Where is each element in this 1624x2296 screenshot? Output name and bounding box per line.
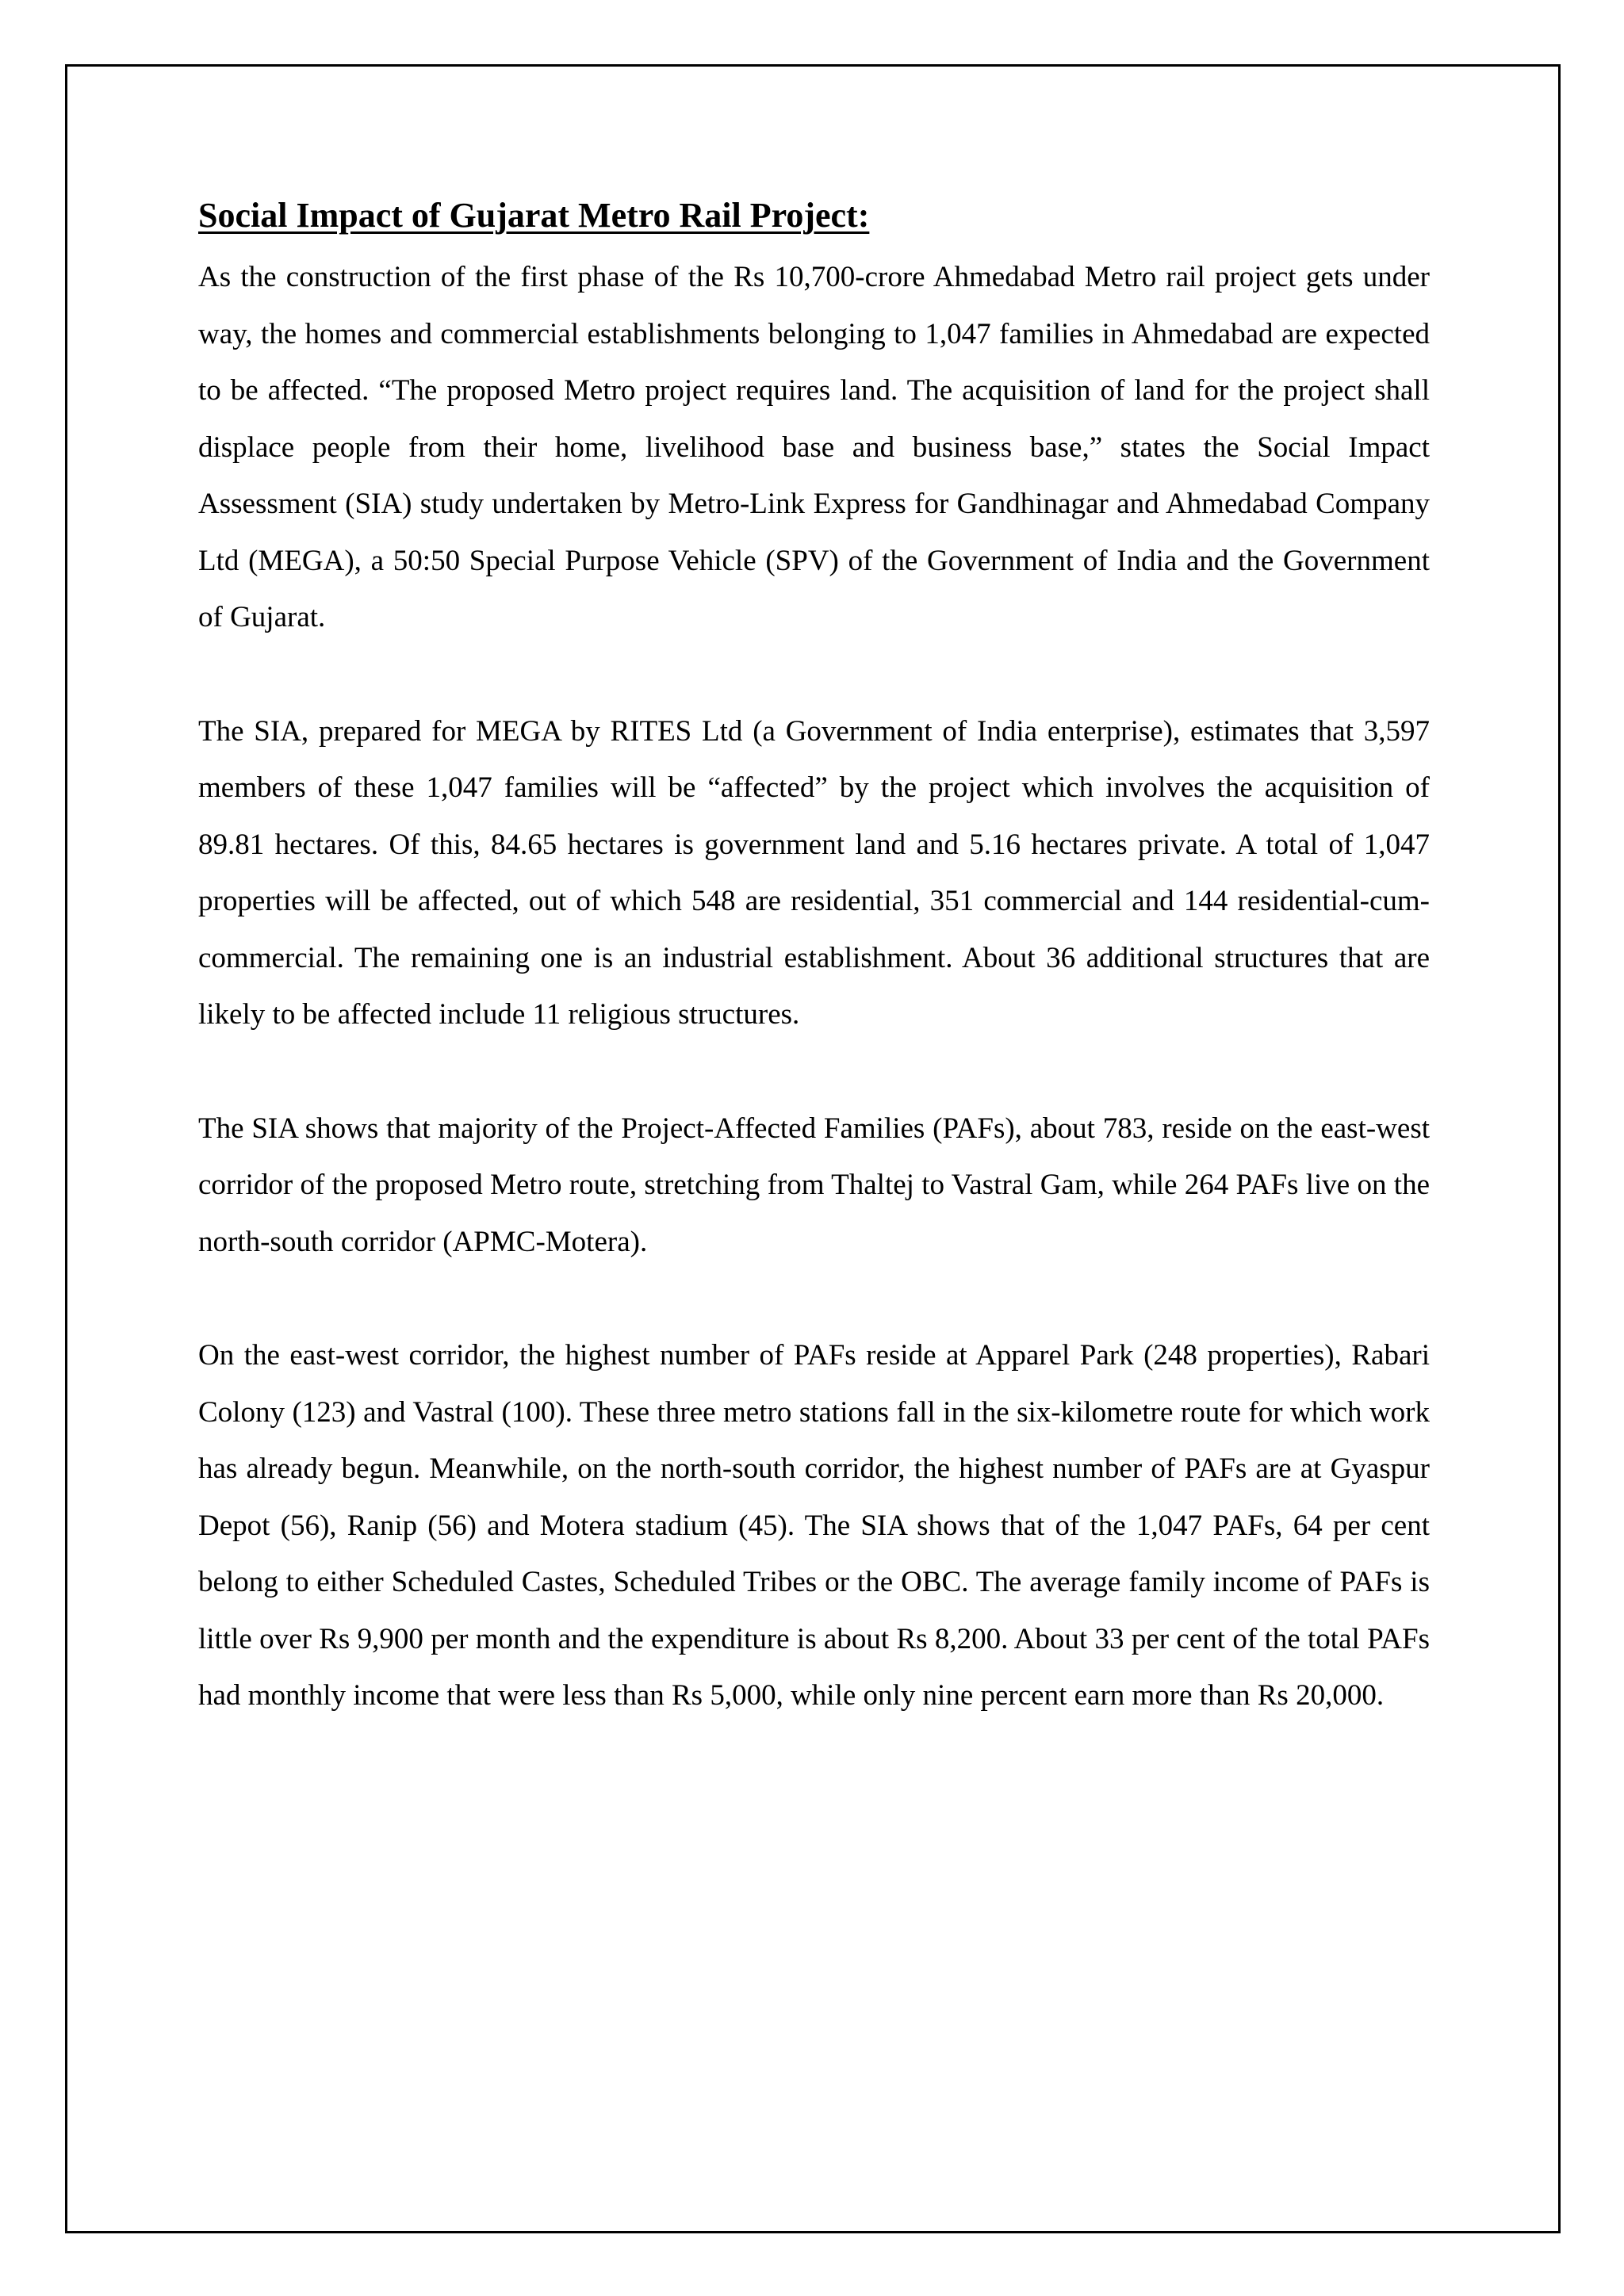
document-body	[198, 190, 1430, 1781]
paragraph-3: The SIA shows that majority of the Project-Affected Families (PAFs), about 783, reside on the east-west corridor of the proposed Metro route, stretching from Thaltej to Vastral Gam, while 264 PAFs live on the north-south corridor (APMC-Motera).	[198, 1112, 1430, 1258]
paragraph-1: As the construction of the first phase of the Rs 10,700-crore Ahmedabad Metro rail project gets under way, the homes and commercial establishments belonging to 1,047 families in Ahmedabad are expected to be affected. “The proposed Metro project requires land. The acquisition of land for the project shall displace people from their home, livelihood base and business base,” states the Social Impact Assessment (SIA) study undertaken by Metro-Link Express for Gandhinagar and Ahmedabad Company Ltd (MEGA), a 50:50 Special Purpose Vehicle (SPV) of the Government of India and the Government of Gujarat.	[198, 261, 1430, 633]
paragraph-2: The SIA, prepared for MEGA by RITES Ltd (a Government of India enterprise), estimates that 3,597 members of these 1,047 families will be “affected” by the project which involves the acquisition of 89.81 hectares. Of this, 84.65 hectares is government land and 5.16 hectares private. A total of 1,047 properties will be affected, out of which 548 are residential, 351 commercial and 144 residential-cum-commercial. The remaining one is an industrial establishment. About 36 additional structures that are likely to be affected include 11 religious structures.	[198, 714, 1430, 1031]
paragraph-4: On the east-west corridor, the highest number of PAFs reside at Apparel Park (248 properties), Rabari Colony (123) and Vastral (100). These three metro stations fall in the six-kilometre route for which work has already begun. Meanwhile, on the north-south corridor, the highest number of PAFs are at Gyaspur Depot (56), Ranip (56) and Motera stadium (45). The SIA shows that of the 1,047 PAFs, 64 per cent belong to either Scheduled Castes, Scheduled Tribes or the OBC. The average family income of PAFs is little over Rs 9,900 per month and the expenditure is about Rs 8,200. About 33 per cent of the total PAFs had monthly income that were less than Rs 5,000, while only nine percent earn more than Rs 20,000.	[198, 1339, 1430, 1712]
document-title: Social Impact of Gujarat Metro Rail Project:	[198, 196, 870, 235]
